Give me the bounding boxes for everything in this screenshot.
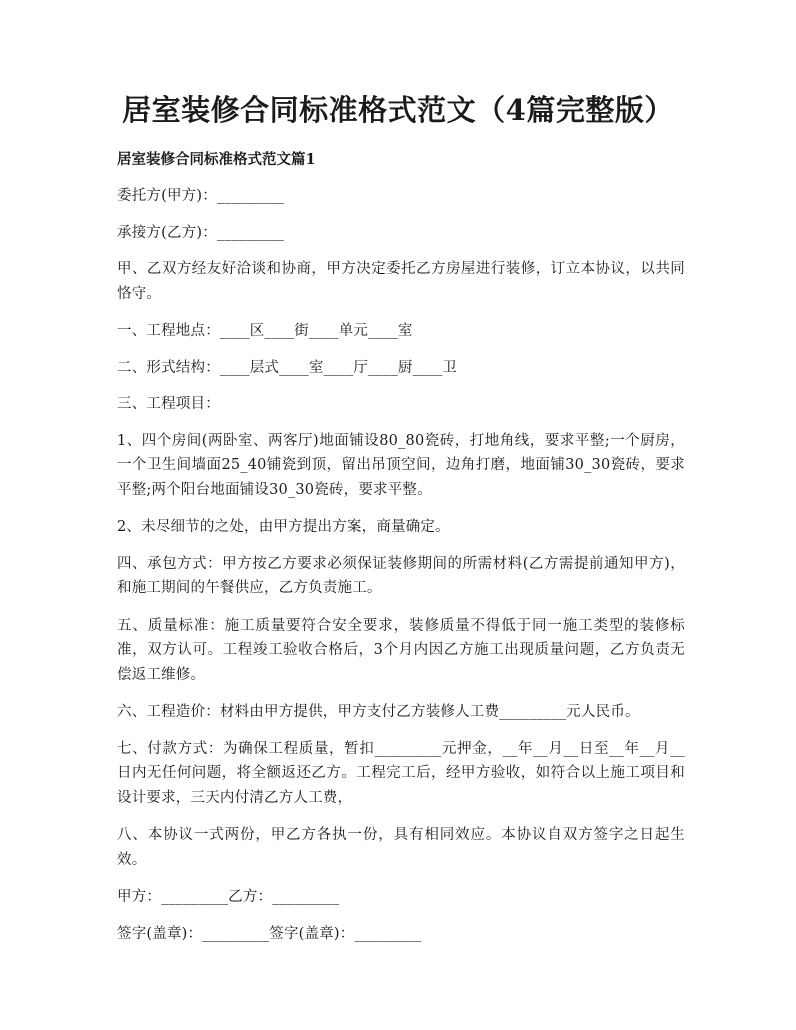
signature-seal-line: 签字(盖章)：_________签字(盖章)：_________ <box>117 925 422 942</box>
clause-payment: 七、付款方式：为确保工程质量，暂扣_________元押金，__年__月__日至__年__月__日内无任何问题，将全额返还乙方。工程完工后，经甲方验收，如符合以上施工项目和设计要求，三天内付清乙方人工费， <box>117 740 685 806</box>
signature-parties-line: 甲方：_________乙方：_________ <box>117 889 340 905</box>
document-title: 居室装修合同标准格式范文（4篇完整版） <box>122 93 674 127</box>
clause-cost: 六、工程造价：材料由甲方提供，甲方支付乙方装修人工费_________元人民币。 <box>117 704 640 720</box>
clause-location: 一、工程地点：____区____街____单元____室 <box>117 323 413 339</box>
clause-project-heading: 三、工程项目： <box>117 396 220 412</box>
clause-copies: 八、本协议一式两份，甲乙方各执一份，具有相同效应。本协议自双方签字之日起生效。 <box>117 827 685 868</box>
clause-contract-method: 四、承包方式：甲方按乙方要求必须保证装修期间的所需材料(乙方需提前通知甲方)，和施工期间的午餐供应，乙方负责施工。 <box>117 555 685 596</box>
clause-project-item-2: 2、未尽细节的之处，由甲方提出方案，商量确定。 <box>117 519 450 535</box>
clause-project-item-1: 1、四个房间(两卧室、两客厅)地面铺设80_80瓷砖，打地角线，要求平整;一个厨房，一个卫生间墙面25_40铺瓷到顶，留出吊顶空间，边角打磨，地面铺30_30瓷砖，要求平整;两个阳台地面铺设30_30瓷砖，要求平整。 <box>117 432 685 498</box>
clause-quality-standard: 五、质量标准：施工质量要符合安全要求，装修质量不得低于同一施工类型的装修标准，双方认可。工程竣工验收合格后，3个月内因乙方施工出现质量问题，乙方负责无偿返工维修。 <box>117 617 685 683</box>
document-body <box>117 184 685 958</box>
intro-paragraph: 甲、乙双方经友好洽谈和协商，甲方决定委托乙方房屋进行装修，订立本协议，以共同恪守。 <box>117 261 685 302</box>
party-a-line: 委托方(甲方)：_________ <box>117 188 284 204</box>
party-b-line: 承接方(乙方)：_________ <box>117 224 284 241</box>
section-heading: 居室装修合同标准格式范文篇1 <box>117 151 316 168</box>
clause-structure: 二、形式结构：____层式____室____厅____厨____卫 <box>117 359 458 376</box>
